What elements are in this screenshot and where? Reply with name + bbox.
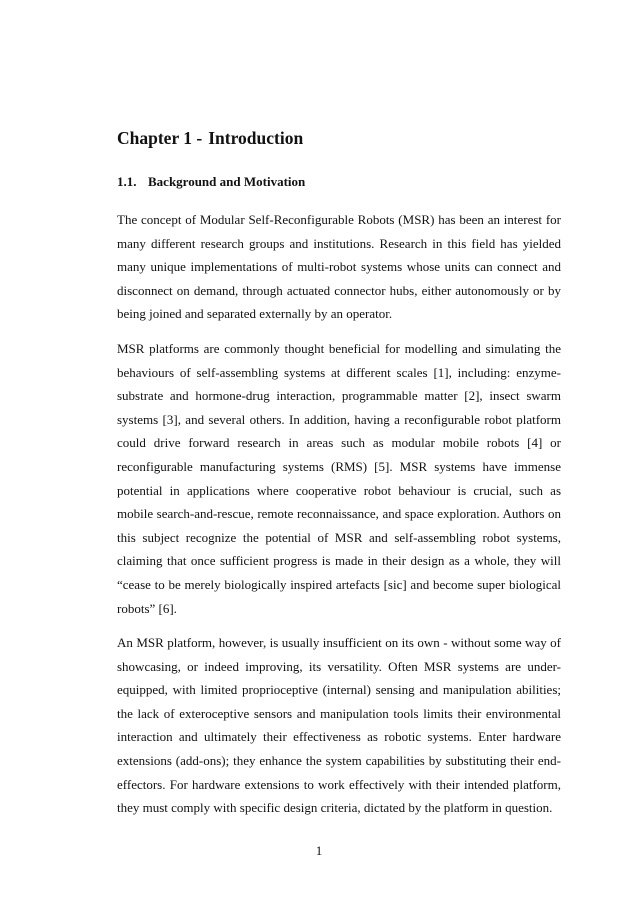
chapter-heading — [117, 127, 561, 149]
page-number: 1 — [315, 843, 323, 858]
section-number: 1.1. — [117, 174, 137, 189]
chapter-title: Introduction — [208, 128, 304, 148]
paragraph-3: An MSR platform, however, is usually insufficient on its own - without some way of showcasing, or indeed improving, its versatility. Often MSR systems are under-equipped, with limited proprioceptive (internal) sensing and manipulation abilities; the lack of exteroceptive sensors and manipulation tools limits their environmental interaction and ultimately their effectiveness as robotic systems. Enter hardware extensions (add-ons); they enhance the system capabilities by substituting their end-effectors. For hardware extensions to work effectively with their intended platform, they must comply with specific design criteria, dictated by the platform in question. — [117, 635, 561, 816]
section-heading — [117, 174, 561, 190]
page-body — [117, 127, 561, 831]
section-title: Background and Motivation — [148, 174, 306, 189]
paragraph-2: MSR platforms are commonly thought beneficial for modelling and simulating the behaviours of self-assembling systems at different scales [1], including: enzyme-substrate and hormone-drug interaction, programmable matter [2], insect swarm systems [3], and several others. In addition, having a reconfigurable robot platform could drive forward research in areas such as modular mobile robots [4] or reconfigurable manufacturing systems (RMS) [5]. MSR systems have immense potential in applications where cooperative robot behaviour is crucial, such as mobile search-and-rescue, remote reconnaissance, and space exploration. Authors on this subject recognize the potential of MSR and self-assembling robot systems, claiming that once sufficient progress is made in their design as a whole, they will “cease to be merely biologically inspired artefacts [sic] and become super biological robots” [6]. — [117, 340, 561, 616]
paragraph-1: The concept of Modular Self-Reconfigurable Robots (MSR) has been an interest for many different research groups and institutions. Research in this field has yielded many unique implementations of multi-robot systems whose units can connect and disconnect on demand, through actuated connector hubs, either autonomously or by being joined and separated externally by an operator. — [117, 212, 561, 322]
chapter-number: Chapter 1 - — [117, 128, 203, 148]
